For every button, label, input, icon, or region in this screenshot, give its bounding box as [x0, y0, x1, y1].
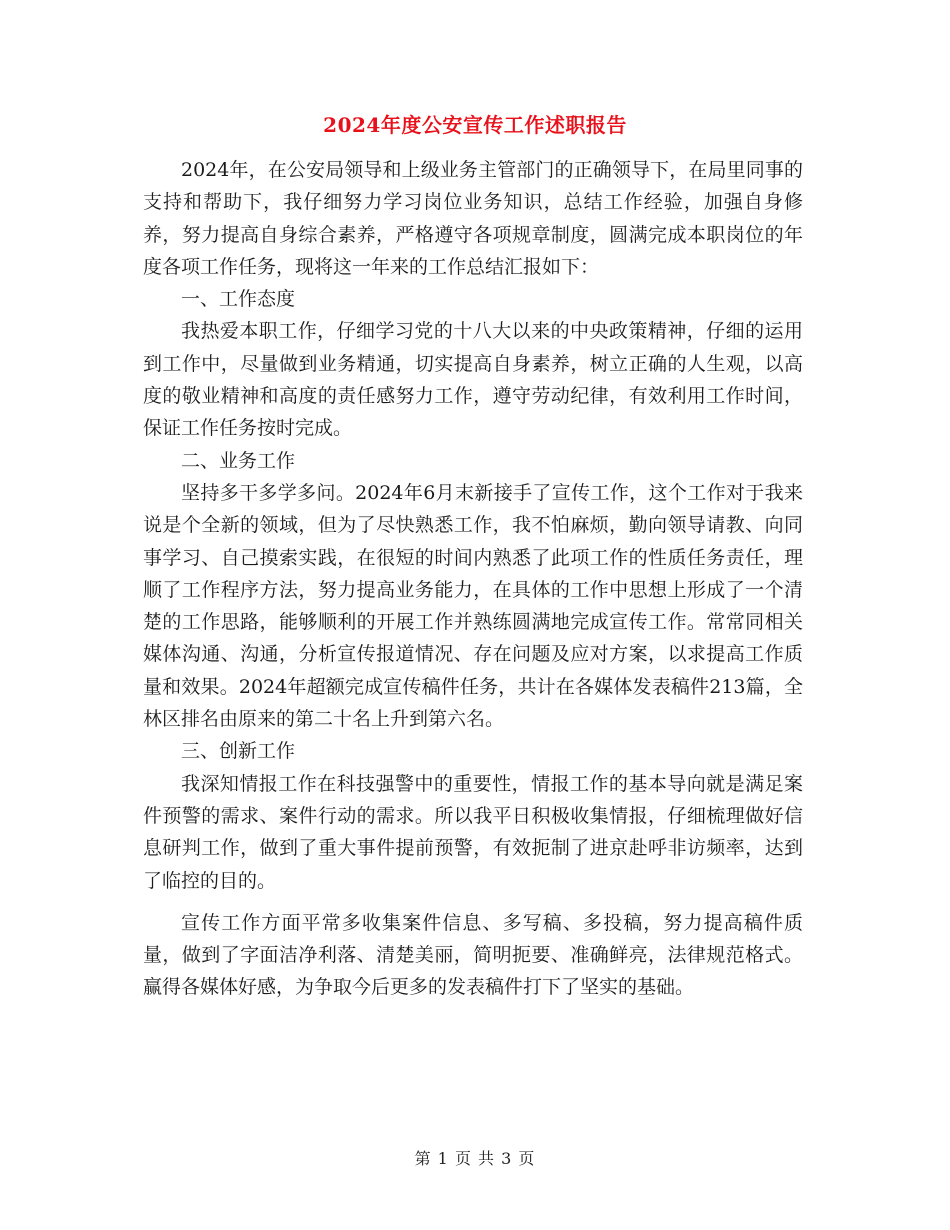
section-heading-work-attitude: 一、工作态度 — [181, 288, 296, 311]
section-heading-business-work: 二、业务工作 — [181, 449, 296, 472]
document-body — [143, 154, 803, 1004]
innovation-work-paragraph: 我深知情报工作在科技强警中的重要性，情报工作的基本导向就是满足案件预警的需求、案件行动的需求。所以我平日积极收集情报，仔细梳理做好信息研判工作，做到了重大事件提前预警，有效扼制了进京赴呼非访频率，达到了临控的目的。 — [143, 772, 803, 892]
intro-paragraph: 2024年，在公安局领导和上级业务主管部门的正确领导下，在局里同事的支持和帮助下，我仔细努力学习岗位业务知识，总结工作经验，加强自身修养，努力提高自身综合素养，严格遵守各项规章制度，圆满完成本职岗位的年度各项工作任务，现将这一年来的工作总结汇报如下： — [143, 159, 803, 278]
section-heading-innovation-work: 三、创新工作 — [181, 740, 296, 763]
page-footer: 第 1 页 共 3 页 — [414, 1149, 536, 1168]
document-title: 2024年度公安宣传工作述职报告 — [323, 113, 627, 137]
work-attitude-paragraph: 我热爱本职工作，仔细学习党的十八大以来的中央政策精神，仔细的运用到工作中，尽量做到业务精通，切实提高自身素养，树立正确的人生观，以高度的敬业精神和高度的责任感努力工作，遵守劳动纪律，有效利用工作时间，保证工作任务按时完成。 — [143, 320, 803, 440]
publicity-work-paragraph: 宣传工作方面平常多收集案件信息、多写稿、多投稿，努力提高稿件质量，做到了字面洁净利落、清楚美丽，简明扼要、准确鲜亮，法律规范格式。赢得各媒体好感，为争取今后更多的发表稿件打下了坚实的基础。 — [143, 911, 803, 999]
business-work-paragraph: 坚持多干多学多问。2024年6月末新接手了宣传工作，这个工作对于我来说是个全新的领域，但为了尽快熟悉工作，我不怕麻烦，勤向领导请教、向同事学习、自己摸索实践，在很短的时间内熟悉了此项工作的性质任务责任，理顺了工作程序方法，努力提高业务能力，在具体的工作中思想上形成了一个清楚的工作思路，能够顺利的开展工作并熟练圆满地完成宣传工作。常常同相关媒体沟通、沟通，分析宣传报道情况、存在问题及应对方案，以求提高工作质量和效果。2024年超额完成宣传稿件任务，共计在各媒体发表稿件213篇，全林区排名由原来的第二十名上升到第六名。 — [143, 481, 803, 731]
